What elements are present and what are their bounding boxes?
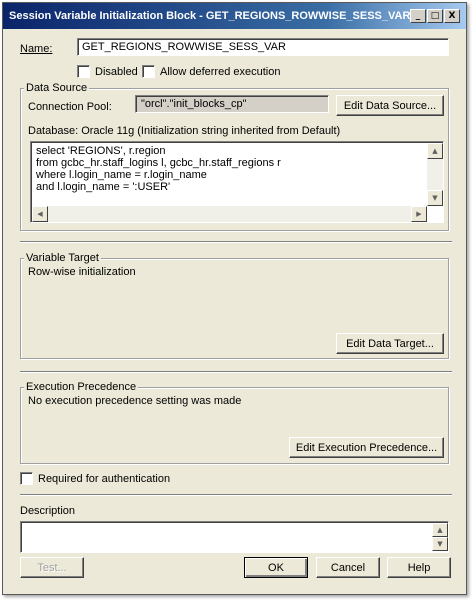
name-input[interactable] — [77, 38, 449, 56]
ok-button[interactable]: OK — [244, 557, 308, 578]
init-string-textarea[interactable] — [30, 141, 444, 223]
close-icon[interactable]: X — [444, 9, 460, 23]
sql-horizontal-scrollbar[interactable] — [32, 206, 427, 222]
title-bar[interactable] — [3, 3, 466, 29]
maximize-icon[interactable]: □ — [427, 9, 443, 23]
description-textarea[interactable] — [20, 521, 449, 553]
deferred-execution-checkbox[interactable] — [142, 65, 155, 78]
required-auth-label: Required for authentication — [38, 473, 171, 485]
edit-execution-precedence-button[interactable]: Edit Execution Precedence... — [289, 437, 444, 458]
connection-pool-value: "orcl"."init_blocks_cp" — [141, 98, 247, 110]
disabled-label: Disabled — [95, 66, 138, 78]
separator — [20, 241, 452, 243]
scroll-down-icon[interactable]: ▼ — [432, 537, 448, 551]
help-button[interactable]: Help — [387, 557, 451, 578]
test-button[interactable]: Test... — [20, 557, 84, 578]
name-input-value: GET_REGIONS_ROWWISE_SESS_VAR — [82, 41, 286, 53]
deferred-execution-label: Allow deferred execution — [160, 66, 281, 78]
database-info: Database: Oracle 11g (Initialization string inherited from Default) — [28, 125, 341, 137]
sql-line-1: select 'REGIONS', r.region — [36, 145, 166, 157]
edit-data-target-button[interactable]: Edit Data Target... — [336, 333, 444, 354]
connection-pool-label: Connection Pool: — [28, 101, 112, 113]
connection-pool-field — [135, 95, 329, 113]
minimize-icon[interactable]: _ — [410, 9, 426, 23]
required-auth-checkbox[interactable] — [20, 472, 33, 485]
sql-line-4: and l.login_name = ':USER' — [36, 181, 171, 193]
dialog-window — [2, 2, 467, 595]
window-title: Session Variable Initialization Block - GET_REGIONS_ROWWISE_SESS_VAR — [9, 10, 411, 22]
variable-target-text: Row-wise initialization — [28, 266, 136, 278]
description-label: Description — [20, 505, 76, 517]
scroll-up-icon[interactable]: ▲ — [432, 523, 448, 537]
sql-line-2: from gcbc_hr.staff_logins l, gcbc_hr.staff_regions r — [36, 157, 281, 169]
scroll-down-icon[interactable]: ▼ — [427, 190, 443, 206]
sql-vertical-scrollbar[interactable] — [427, 143, 443, 206]
disabled-checkbox[interactable] — [77, 65, 90, 78]
cancel-button[interactable]: Cancel — [316, 557, 380, 578]
execution-precedence-text: No execution precedence setting was made — [28, 395, 242, 407]
scroll-up-icon[interactable]: ▲ — [427, 143, 443, 159]
scroll-left-icon[interactable]: ◀ — [32, 206, 48, 222]
data-source-title: Data Source — [26, 82, 88, 94]
description-scrollbar[interactable] — [432, 523, 448, 551]
separator — [20, 494, 452, 496]
name-label: Name: — [20, 43, 53, 55]
variable-target-title: Variable Target — [26, 252, 99, 264]
execution-precedence-title: Execution Precedence — [26, 381, 137, 393]
edit-data-source-button[interactable]: Edit Data Source... — [336, 95, 444, 116]
scroll-right-icon[interactable]: ▶ — [411, 206, 427, 222]
separator — [20, 371, 452, 373]
sql-line-3: where l.login_name = r.login_name — [36, 169, 207, 181]
